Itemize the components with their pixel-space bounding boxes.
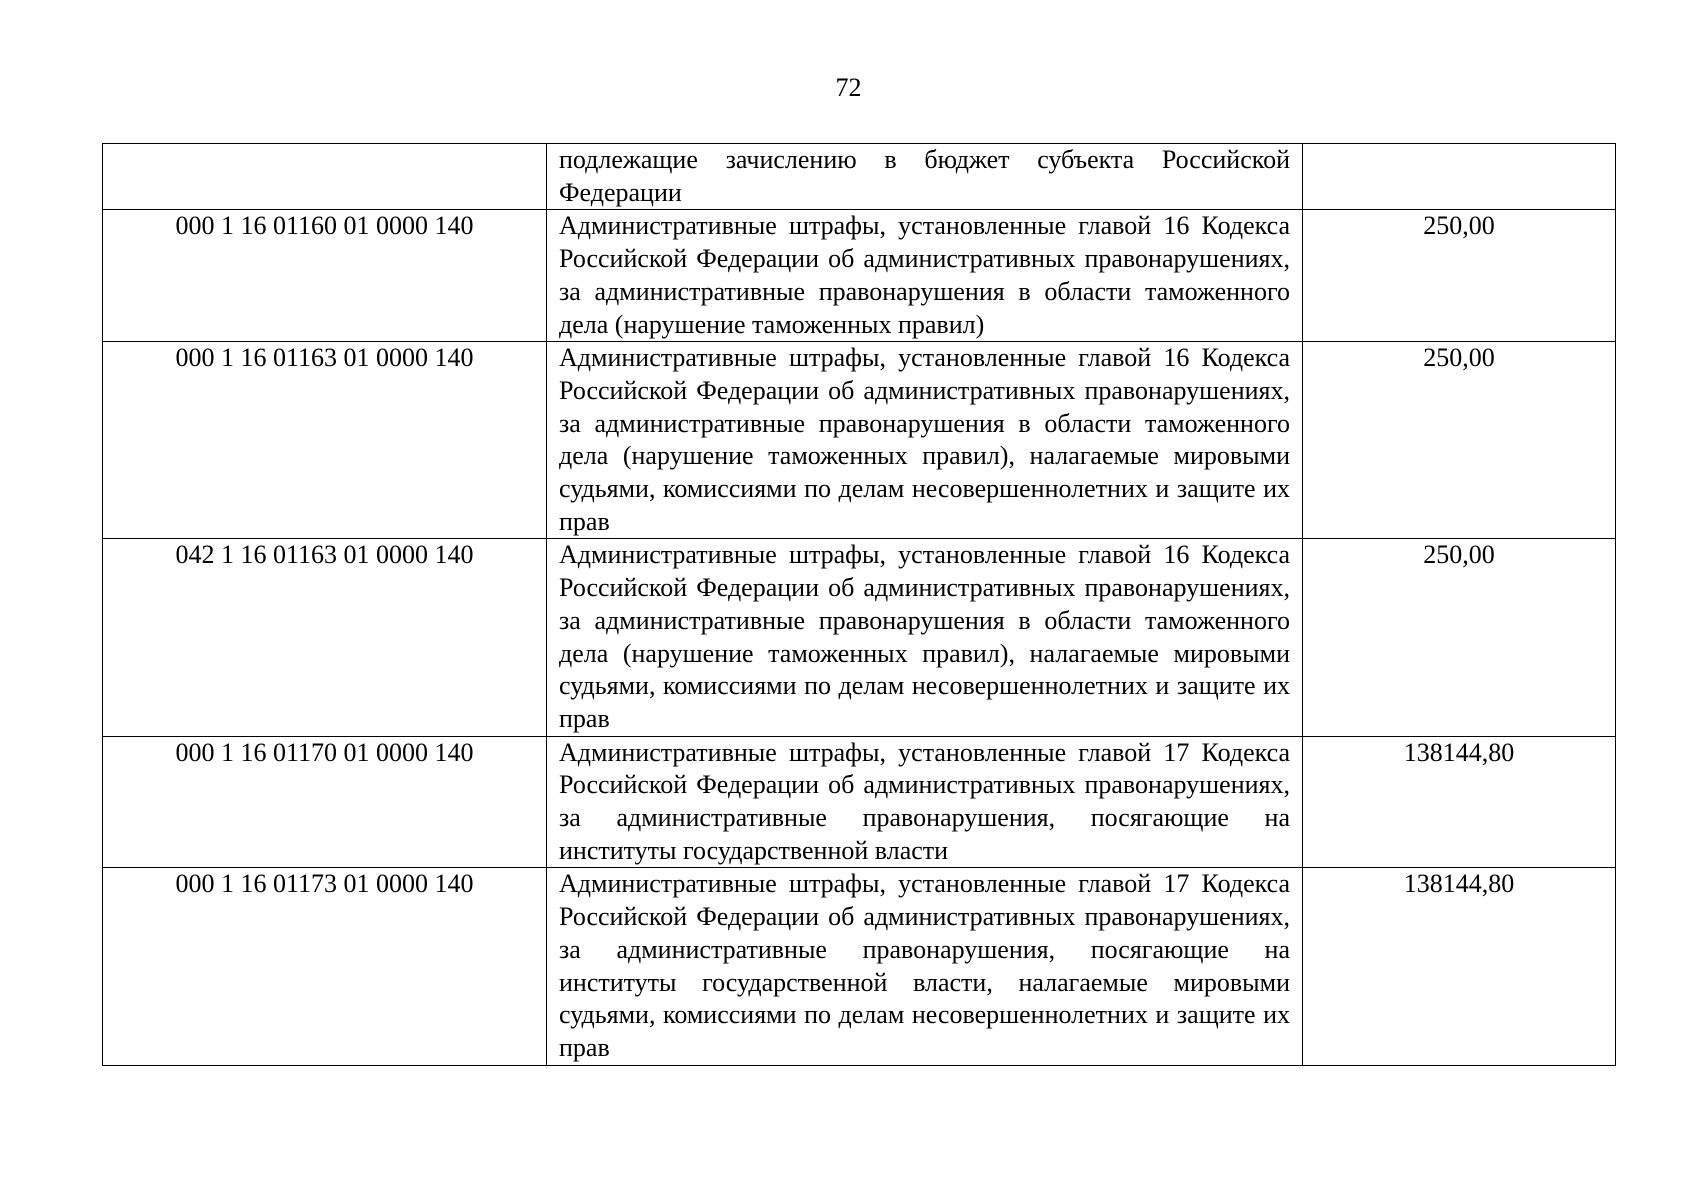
description-cell: Административные штрафы, установленные главой 17 Кодекса Российской Федерации об административных правонарушениях, за административные правонарушения, посягающие на институты государственной власти	[547, 736, 1303, 868]
table-row	[103, 144, 1616, 210]
amount-cell: 250,00	[1303, 539, 1616, 736]
code-cell: 000 1 16 01160 01 0000 140	[103, 210, 547, 342]
description-cell: Административные штрафы, установленные главой 17 Кодекса Российской Федерации об административных правонарушениях, за административные правонарушения, посягающие на институты государственной власти, налагаемые мировыми судьями, комиссиями по делам несовершеннолетних и защите их прав	[547, 868, 1303, 1065]
table-row	[103, 342, 1616, 539]
code-cell: 000 1 16 01173 01 0000 140	[103, 868, 547, 1065]
table-row	[103, 736, 1616, 868]
page-number: 72	[835, 73, 862, 102]
code-cell: 000 1 16 01170 01 0000 140	[103, 736, 547, 868]
table-row	[103, 210, 1616, 342]
description-cell: Административные штрафы, установленные главой 16 Кодекса Российской Федерации об административных правонарушениях, за административные правонарушения в области таможенного дела (нарушение таможенных правил), налагаемые мировыми судьями, комиссиями по делам несовершеннолетних и защите их прав	[547, 539, 1303, 736]
description-cell: Административные штрафы, установленные главой 16 Кодекса Российской Федерации об административных правонарушениях, за административные правонарушения в области таможенного дела (нарушение таможенных правил), налагаемые мировыми судьями, комиссиями по делам несовершеннолетних и защите их прав	[547, 342, 1303, 539]
amount-cell: 250,00	[1303, 342, 1616, 539]
description-cell: подлежащие зачислению в бюджет субъекта Российской Федерации	[547, 144, 1303, 210]
amount-cell: 138144,80	[1303, 736, 1616, 868]
table-row	[103, 539, 1616, 736]
amount-cell: 250,00	[1303, 210, 1616, 342]
amount-cell	[1303, 144, 1616, 210]
budget-table	[102, 143, 1616, 1066]
code-cell: 000 1 16 01163 01 0000 140	[103, 342, 547, 539]
description-cell: Административные штрафы, установленные главой 16 Кодекса Российской Федерации об административных правонарушениях, за административные правонарушения в области таможенного дела (нарушение таможенных правил)	[547, 210, 1303, 342]
code-cell	[103, 144, 547, 210]
table-row	[103, 868, 1616, 1065]
code-cell: 042 1 16 01163 01 0000 140	[103, 539, 547, 736]
amount-cell: 138144,80	[1303, 868, 1616, 1065]
